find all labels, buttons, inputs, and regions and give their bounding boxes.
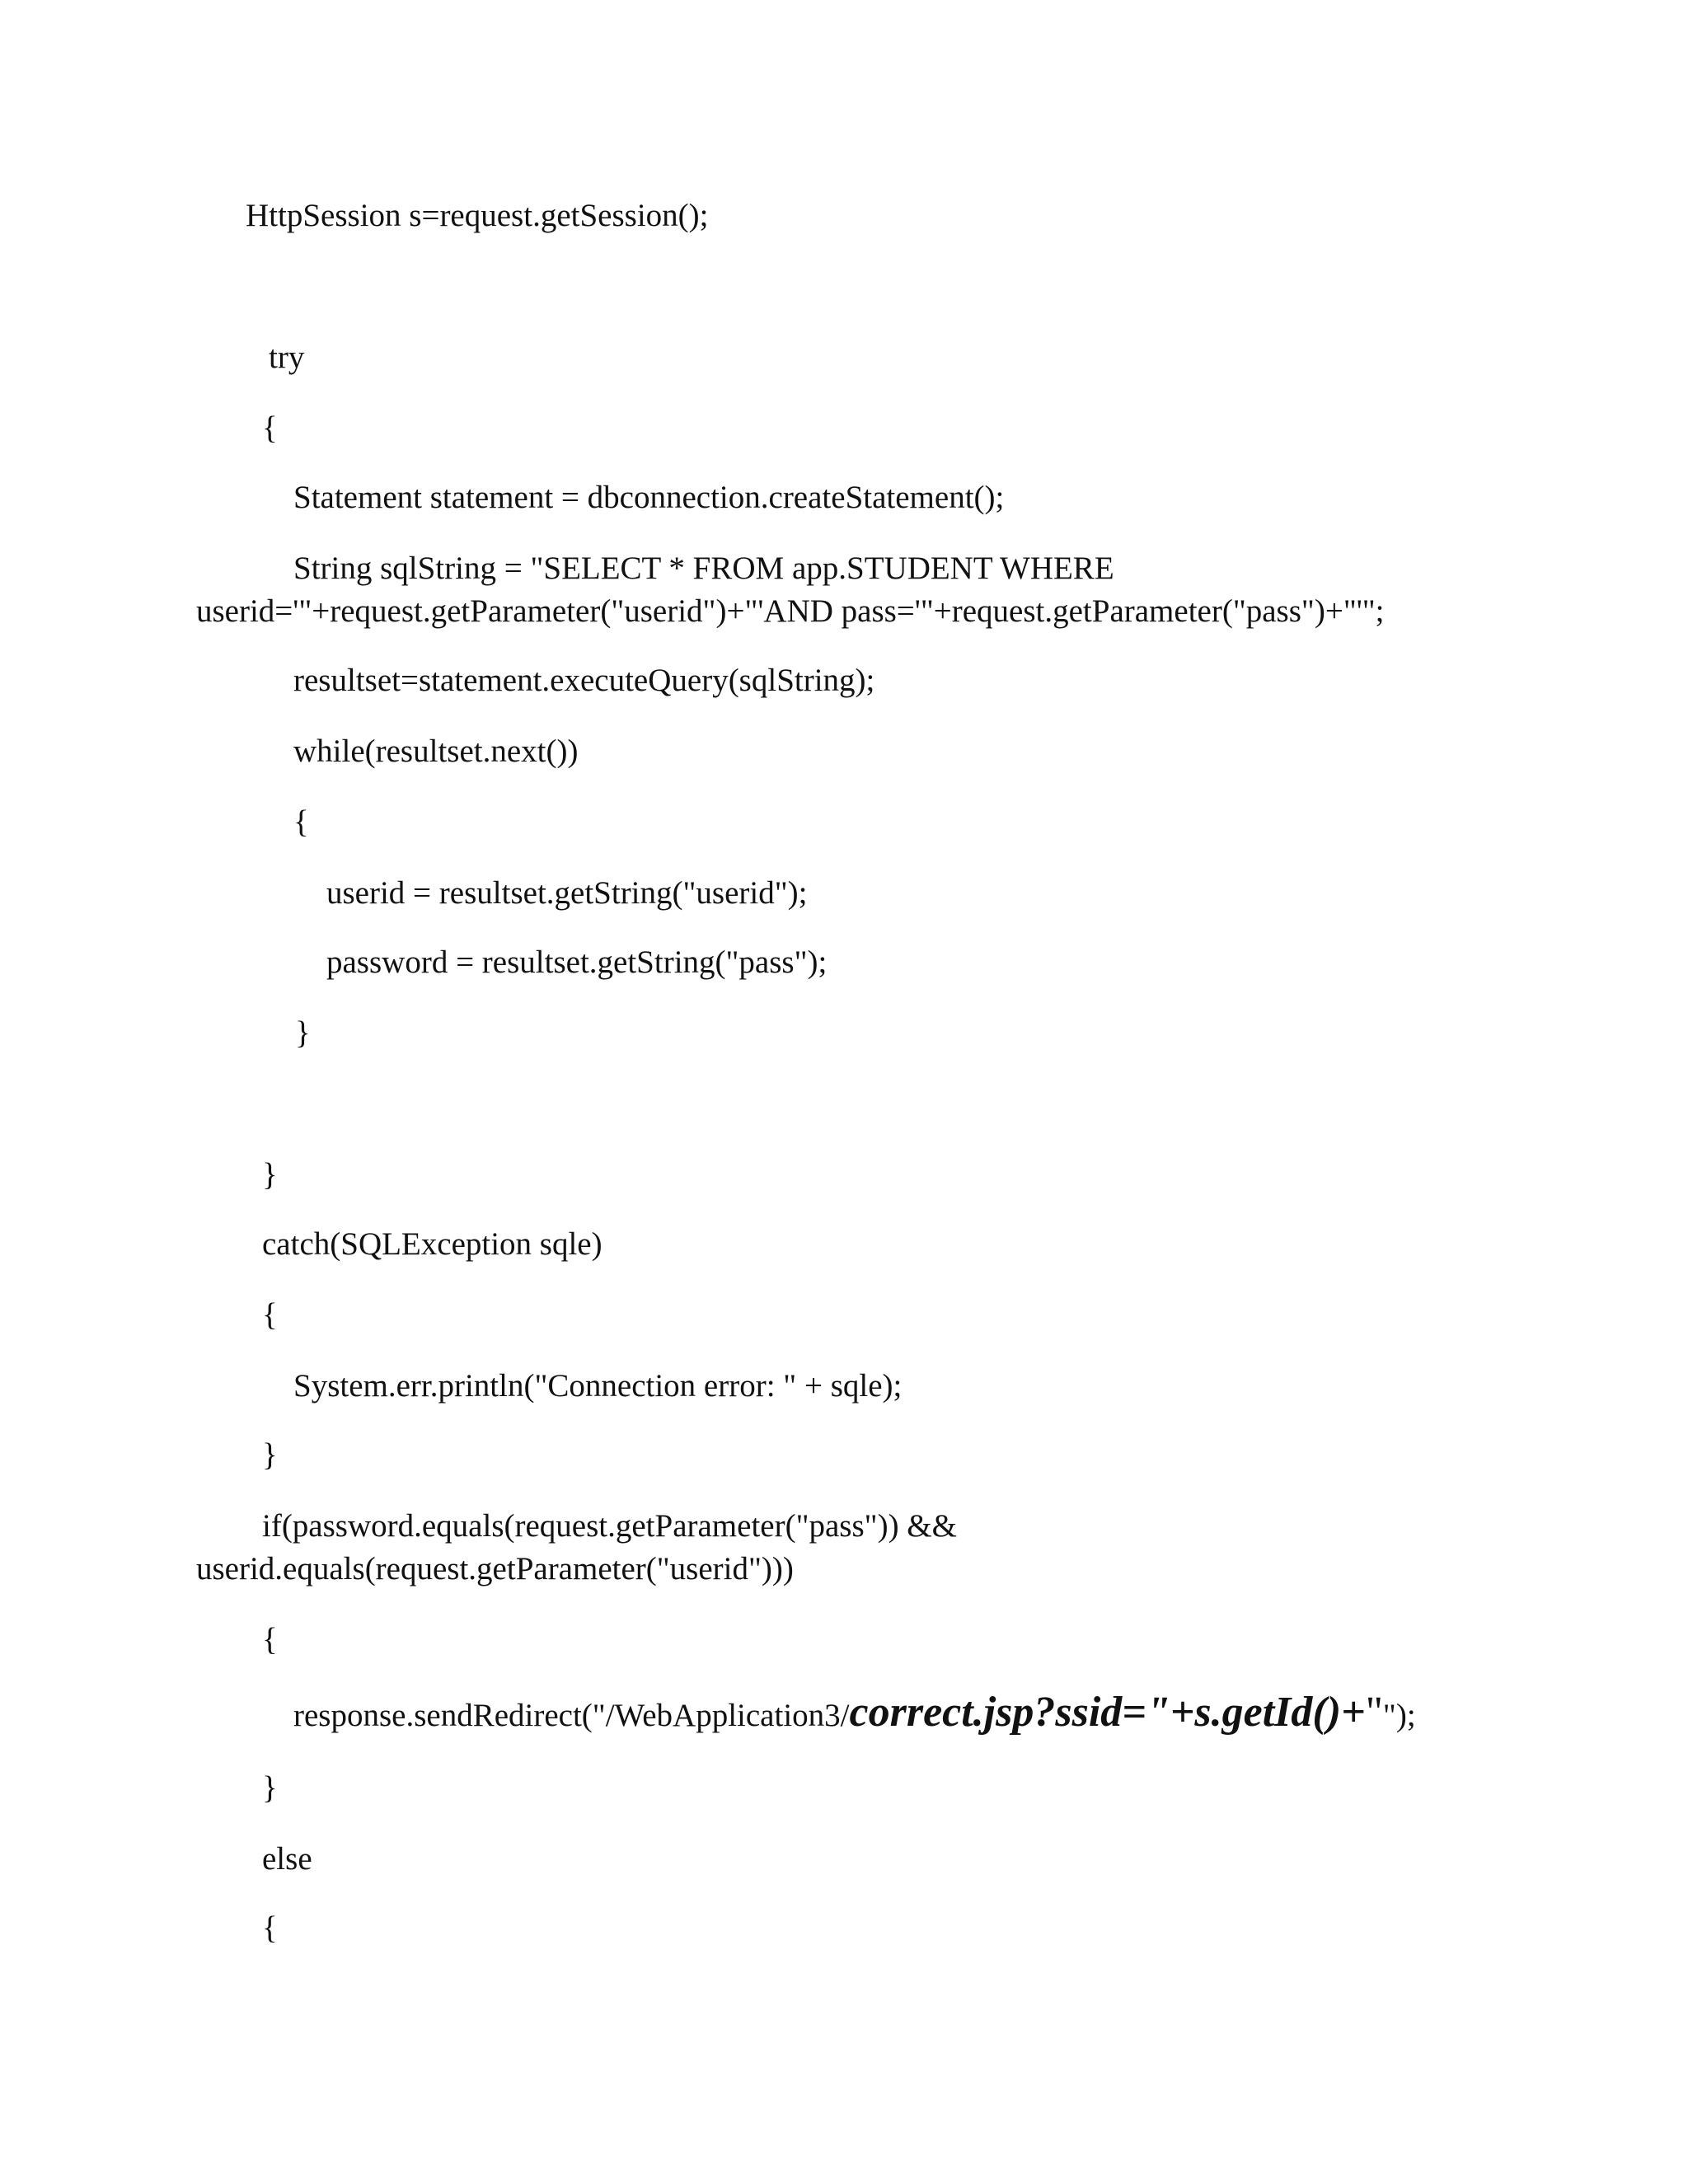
code-line-redirect	[293, 1691, 1416, 1737]
redirect-target-emphasis: correct.jsp?ssid="+s.getId()+	[849, 1689, 1366, 1736]
code-line: {	[262, 1622, 278, 1657]
code-line: Statement statement = dbconnection.createStatement();	[293, 480, 1005, 515]
code-line: }	[262, 1157, 278, 1193]
redirect-quote: "	[1365, 1689, 1383, 1736]
code-line: password = resultset.getString("pass");	[326, 944, 828, 980]
code-line: }	[262, 1437, 278, 1473]
code-line: {	[262, 1910, 278, 1946]
code-line: }	[262, 1770, 278, 1806]
code-line: userid = resultset.getString("userid");	[326, 875, 808, 911]
code-line: }	[295, 1015, 311, 1051]
code-line: if(password.equals(request.getParameter("pass")) &&	[262, 1508, 957, 1544]
code-line: String sqlString = "SELECT * FROM app.STUDENT WHERE	[293, 551, 1114, 586]
code-line: resultset=statement.executeQuery(sqlString);	[293, 663, 875, 698]
code-line: {	[293, 804, 309, 840]
code-line: try	[269, 340, 305, 375]
redirect-suffix: ");	[1382, 1698, 1416, 1733]
code-line: catch(SQLException sqle)	[262, 1226, 603, 1262]
code-line-continued: userid.equals(request.getParameter("userid")))	[196, 1551, 794, 1586]
code-line: else	[262, 1841, 312, 1877]
code-line: while(resultset.next())	[293, 733, 579, 769]
code-line: {	[262, 410, 278, 446]
redirect-prefix: response.sendRedirect("/WebApplication3/	[293, 1698, 850, 1733]
code-line: System.err.println("Connection error: " + sqle);	[293, 1368, 903, 1404]
code-line: HttpSession s=request.getSession();	[246, 198, 709, 233]
code-line-continued: userid='"+request.getParameter("userid")+"'AND pass='"+request.getParameter("pass")+"'";	[196, 593, 1385, 629]
code-line: {	[262, 1297, 278, 1333]
